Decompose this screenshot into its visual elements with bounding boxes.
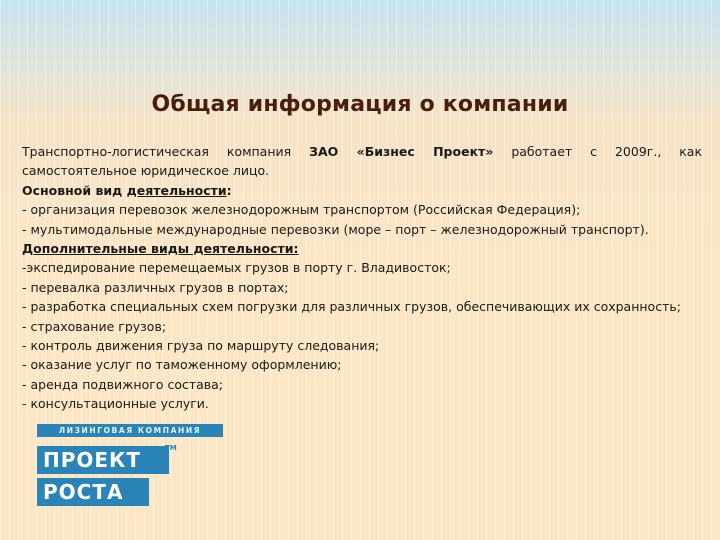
extra-activity-item: - страхование грузов; — [22, 318, 167, 334]
intro-line-2: самостоятельное юридическое лицо. — [22, 163, 270, 179]
main-activity-heading — [22, 181, 702, 200]
extra-activity-item: - перевалка различных грузов в портах; — [22, 279, 289, 295]
main-heading-underlined: деятельности — [126, 182, 227, 198]
logo-word-proekt: ПРОЕКТ — [37, 446, 169, 474]
main-heading-suffix: : — [226, 182, 232, 198]
intro-line-1 — [22, 142, 702, 161]
extra-activity-heading: Дополнительные виды деятельности: — [22, 241, 299, 257]
extra-activity-item: - аренда подвижного состава; — [22, 376, 224, 392]
intro-part-2: работает с 2009г., как — [493, 144, 702, 159]
main-activity-item: - мультимодальные международные перевозки (море – порт – железнодорожный транспорт). — [22, 221, 649, 237]
intro-part-1: Транспортно-логистическая компания — [22, 144, 310, 159]
logo-trademark: TM — [165, 444, 177, 452]
company-name: ЗАО «Бизнес Проект» — [309, 144, 494, 159]
extra-activity-item: - контроль движения груза по маршруту следования; — [22, 338, 380, 354]
logo-word-rosta: РОСТА — [37, 478, 149, 506]
extra-activity-item: -экспедирование перемещаемых грузов в порту г. Владивосток; — [22, 260, 451, 276]
extra-activity-item: - оказание услуг по таможенному оформлению; — [22, 357, 342, 373]
company-logo — [37, 424, 223, 508]
logo-tagline: ЛИЗИНГОВАЯ КОМПАНИЯ — [37, 424, 223, 437]
slide-title: Общая информация о компании — [151, 92, 569, 117]
extra-activity-item: - консультационные услуги. — [22, 396, 209, 412]
extra-activity-item: - разработка специальных схем погрузки для различных грузов, обеспечивающих их сохранность; — [22, 299, 681, 315]
main-heading-prefix: Основной вид — [22, 182, 127, 198]
content-body — [22, 142, 702, 414]
main-activity-item: - организация перевозок железнодорожным транспортом (Российская Федерация); — [22, 202, 581, 218]
